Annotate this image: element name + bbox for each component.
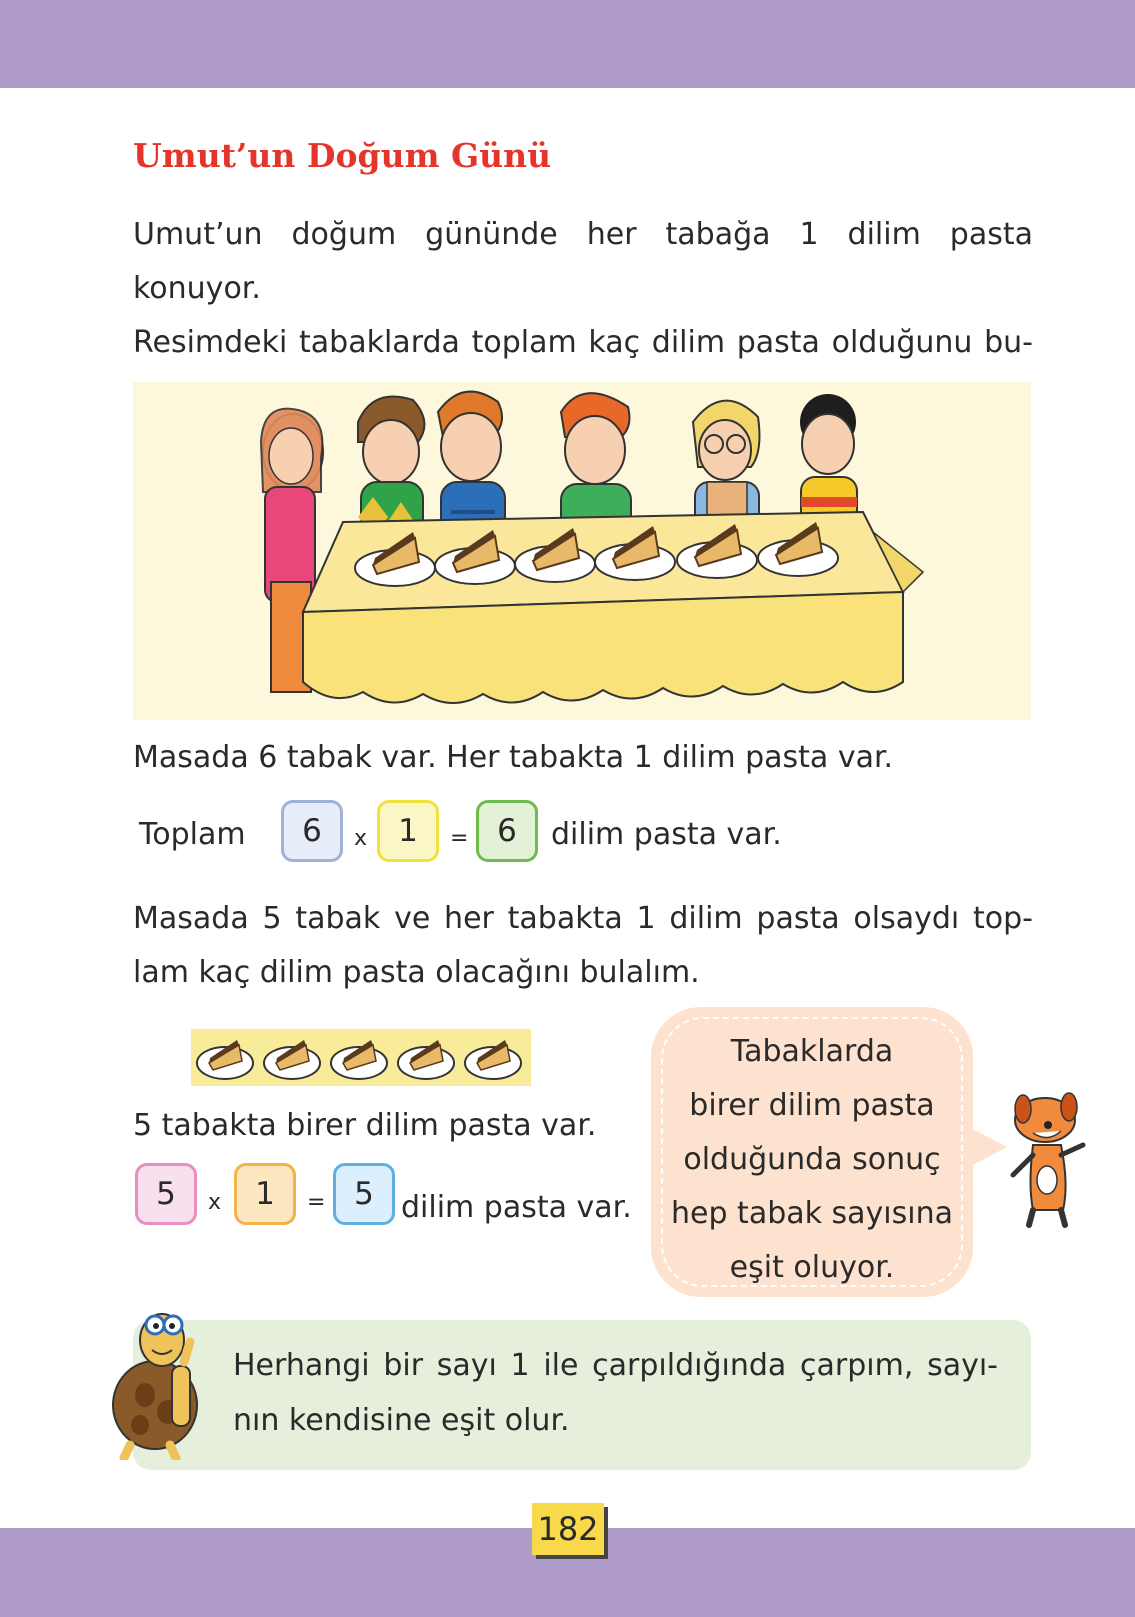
statement-six-plates: Masada 6 tabak var. Her tabakta 1 dilim pasta var. bbox=[133, 740, 894, 775]
question-line: lam kaç dilim pasta olacağını bulalım. bbox=[133, 955, 700, 990]
intro-line: Resimdeki tabaklarda toplam kaç dilim pasta olduğunu bu- bbox=[133, 325, 1033, 360]
answer-box-product: 5 bbox=[333, 1163, 395, 1225]
equation-suffix: dilim pasta var. bbox=[401, 1190, 632, 1225]
equals-sign: = bbox=[307, 1190, 326, 1215]
equals-sign: = bbox=[450, 826, 469, 851]
party-scene-svg bbox=[133, 382, 1031, 720]
bubble-line: Tabaklarda bbox=[730, 1034, 894, 1069]
multiply-sign: x bbox=[208, 1190, 222, 1215]
five-plates-svg bbox=[191, 1029, 531, 1086]
speech-bubble bbox=[651, 1007, 973, 1297]
answer-box-factor: 5 bbox=[135, 1163, 197, 1225]
bubble-line: birer dilim pasta bbox=[689, 1088, 935, 1123]
answer-box-factor: 1 bbox=[234, 1163, 296, 1225]
cake-plate-icon bbox=[465, 1040, 521, 1079]
cake-plate-icon bbox=[264, 1040, 320, 1079]
answer-box-factor: 1 bbox=[377, 800, 439, 862]
multiply-sign: x bbox=[354, 826, 368, 851]
cake-plate-icon bbox=[331, 1040, 387, 1079]
statement-five-plates: 5 tabakta birer dilim pasta var. bbox=[133, 1108, 597, 1143]
page-title: Umut’un Doğum Günü bbox=[133, 136, 552, 175]
five-plates-strip bbox=[191, 1029, 531, 1086]
rule-box bbox=[133, 1320, 1031, 1470]
bubble-line: hep tabak sayısına bbox=[671, 1196, 953, 1231]
cake-plate-icon bbox=[197, 1040, 253, 1079]
rule-line: nın kendisine eşit olur. bbox=[233, 1403, 570, 1438]
question-line: Masada 5 tabak ve her tabakta 1 dilim pasta olsaydı top- bbox=[133, 901, 1033, 936]
turtle-mascot-icon bbox=[100, 1300, 210, 1460]
rule-text bbox=[233, 1338, 998, 1448]
bubble-line: eşit oluyor. bbox=[729, 1250, 895, 1285]
top-band bbox=[0, 0, 1135, 88]
question-paragraph bbox=[133, 892, 1033, 1000]
answer-box-factor: 6 bbox=[281, 800, 343, 862]
equation-suffix: dilim pasta var. bbox=[551, 817, 782, 852]
rule-line: Herhangi bir sayı 1 ile çarpıldığında çarpım, sayı- bbox=[233, 1348, 998, 1383]
bubble-line: olduğunda sonuç bbox=[683, 1142, 941, 1177]
page-number: 182 bbox=[532, 1503, 604, 1555]
cake-plate-icon bbox=[398, 1040, 454, 1079]
intro-line: Umut’un doğum gününde her tabağa 1 dilim pasta konuyor. bbox=[133, 217, 1033, 306]
answer-box-product: 6 bbox=[476, 800, 538, 862]
tablecloth bbox=[303, 592, 903, 703]
dog-mascot-icon bbox=[1003, 1085, 1103, 1230]
equation-prefix: Toplam bbox=[139, 817, 246, 852]
speech-bubble-text bbox=[651, 1025, 973, 1295]
party-illustration bbox=[133, 382, 1031, 720]
